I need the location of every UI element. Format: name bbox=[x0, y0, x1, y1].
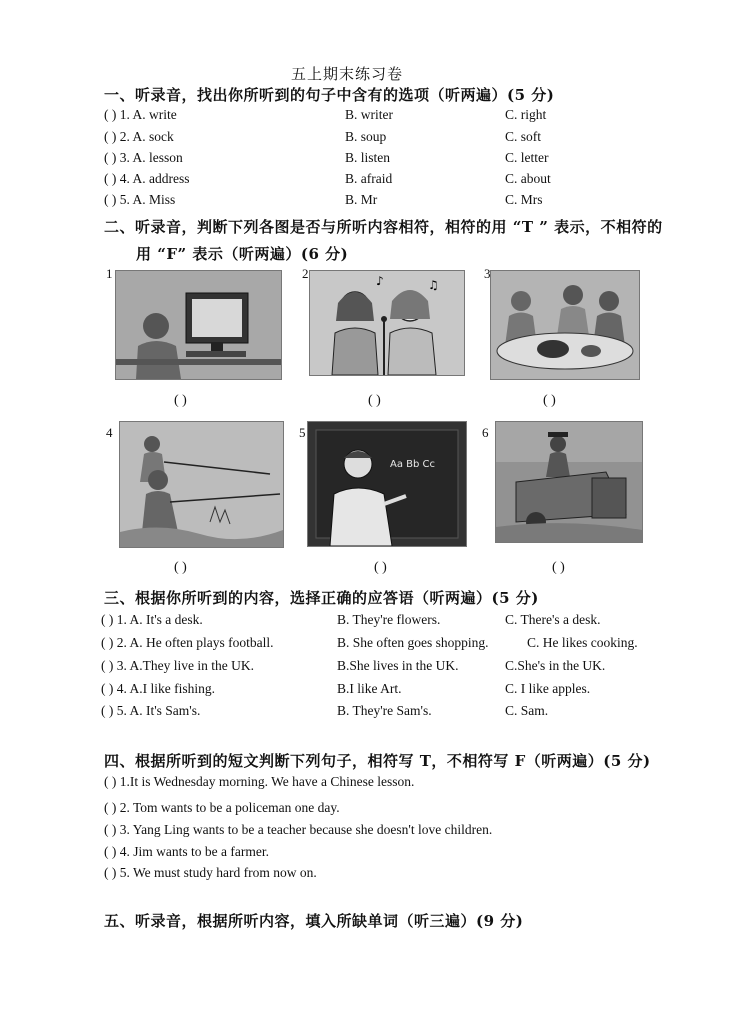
s3-q1-c: C. There's a desk. bbox=[505, 612, 601, 627]
section-1-heading: 一、听录音，找出你所听到的句子中含有的选项（听两遍）(5 分) bbox=[104, 86, 555, 104]
s3-q5: ( ) 5. A. It's Sam's. bbox=[101, 703, 201, 718]
s3-q2-b: B. She often goes shopping. bbox=[337, 635, 489, 650]
s3-q4: ( ) 4. A.I like fishing. bbox=[101, 681, 215, 696]
section-5-heading: 五、听录音，根据所听内容，填入所缺单词（听三遍）(9 分) bbox=[104, 912, 524, 930]
s1-q1-c: C. right bbox=[505, 107, 547, 122]
pic-number-2: 2 bbox=[302, 266, 309, 281]
svg-text:♫: ♫ bbox=[428, 278, 439, 292]
answer-paren-6[interactable]: ( ) bbox=[552, 560, 565, 575]
s3-q1: ( ) 1. A. It's a desk. bbox=[101, 612, 203, 627]
s1-q5: ( ) 5. A. Miss bbox=[104, 192, 176, 207]
s1-q4-b: B. afraid bbox=[345, 171, 393, 186]
svg-text:♪: ♪ bbox=[376, 274, 384, 288]
pic-number-5: 5 bbox=[299, 425, 306, 440]
s1-q3-b: B. listen bbox=[345, 150, 391, 165]
s1-q3-c: C. letter bbox=[505, 150, 549, 165]
s3-q4-b: B.I like Art. bbox=[337, 681, 402, 696]
s3-q2: ( ) 2. A. He often plays football. bbox=[101, 635, 274, 650]
s3-q5-b: B. They're Sam's. bbox=[337, 703, 432, 718]
s1-q5-c: C. Mrs bbox=[505, 192, 543, 207]
pic-number-3: 3 bbox=[484, 266, 491, 281]
s1-q3: ( ) 3. A. lesson bbox=[104, 150, 183, 165]
s4-q3: ( ) 3. Yang Ling wants to be a teacher because she doesn't love children. bbox=[104, 822, 493, 837]
picture-family-dinner bbox=[490, 270, 640, 380]
s3-q2-c: C. He likes cooking. bbox=[527, 635, 638, 650]
s4-q5: ( ) 5. We must study hard from now on. bbox=[104, 865, 317, 880]
s1-q2-b: B. soup bbox=[345, 129, 387, 144]
answer-paren-4[interactable]: ( ) bbox=[174, 560, 187, 575]
section-3-heading: 三、根据你所听到的内容，选择正确的应答语（听两遍）(5 分) bbox=[104, 589, 539, 607]
section-2-heading-cont: 用 “F” 表示（听两遍）(6 分) bbox=[136, 245, 349, 263]
s3-q3-b: B.She lives in the UK. bbox=[337, 658, 459, 673]
picture-computer bbox=[115, 270, 282, 380]
s4-q4: ( ) 4. Jim wants to be a farmer. bbox=[104, 844, 269, 859]
s1-q1-b: B. writer bbox=[345, 107, 393, 122]
section-2-heading: 二、听录音，判断下列各图是否与所听内容相符，相符的用 “T ” 表示，不相符的 bbox=[104, 218, 663, 236]
picture-singing bbox=[309, 270, 465, 376]
pic-number-1: 1 bbox=[106, 266, 113, 281]
s4-q1: ( ) 1.It is Wednesday morning. We have a Chinese lesson. bbox=[104, 774, 415, 789]
s3-q3: ( ) 3. A.They live in the UK. bbox=[101, 658, 254, 673]
pic-number-6: 6 bbox=[482, 425, 489, 440]
s1-q4: ( ) 4. A. address bbox=[104, 171, 190, 186]
s1-q2: ( ) 2. A. sock bbox=[104, 129, 174, 144]
picture-fishing bbox=[119, 421, 284, 548]
answer-paren-5[interactable]: ( ) bbox=[374, 560, 387, 575]
picture-farmer-tractor bbox=[495, 421, 643, 543]
s4-q2: ( ) 2. Tom wants to be a policeman one day. bbox=[104, 800, 340, 815]
s3-q4-c: C. I like apples. bbox=[505, 681, 591, 696]
page-title: 五上期末练习卷 bbox=[291, 67, 404, 83]
answer-paren-1[interactable]: ( ) bbox=[174, 393, 187, 408]
picture-teacher bbox=[307, 421, 467, 547]
s3-q3-c: C.She's in the UK. bbox=[505, 658, 606, 673]
answer-paren-2[interactable]: ( ) bbox=[368, 393, 381, 408]
s3-q1-b: B. They're flowers. bbox=[337, 612, 441, 627]
pic-number-4: 4 bbox=[106, 425, 113, 440]
s1-q1: ( ) 1. A. write bbox=[104, 107, 177, 122]
s1-q2-c: C. soft bbox=[505, 129, 542, 144]
s3-q5-c: C. Sam. bbox=[505, 703, 549, 718]
section-4-heading: 四、根据所听到的短文判断下列句子，相符写 T，不相符写 F（听两遍）(5 分) bbox=[104, 752, 651, 770]
s1-q4-c: C. about bbox=[505, 171, 551, 186]
answer-paren-3[interactable]: ( ) bbox=[543, 393, 556, 408]
s1-q5-b: B. Mr bbox=[345, 192, 378, 207]
board-text: Aa Bb Cc bbox=[390, 459, 436, 470]
